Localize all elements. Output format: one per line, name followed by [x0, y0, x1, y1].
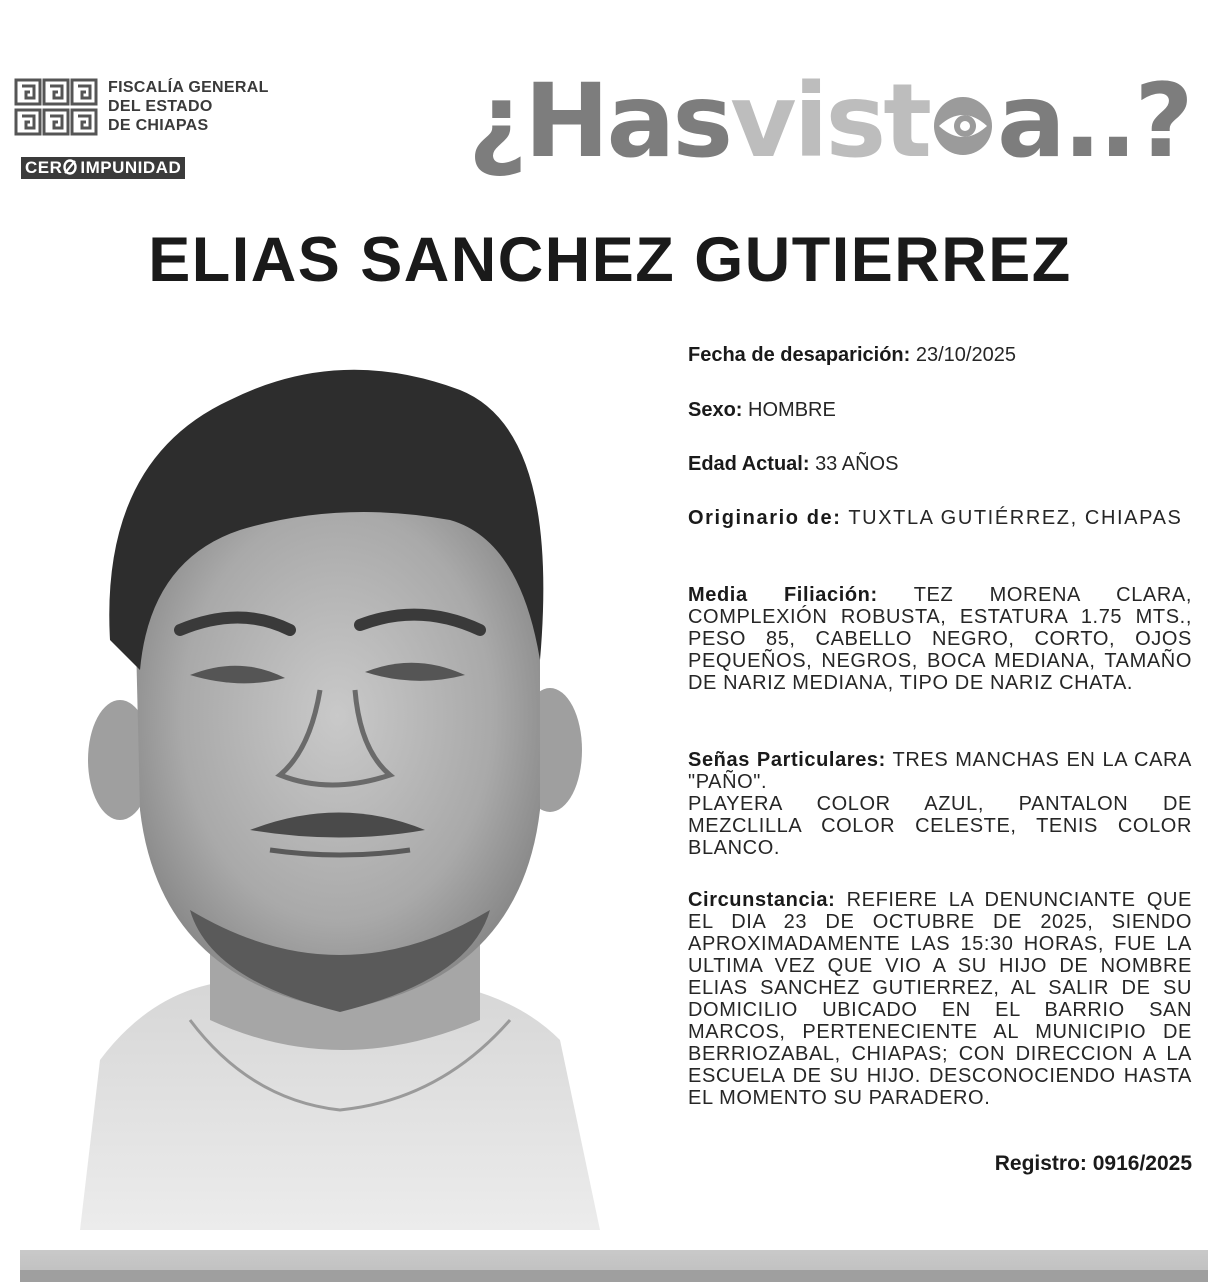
eye-icon [929, 86, 997, 158]
senas-label: Señas Particulares: [688, 749, 886, 771]
org-line-3: DE CHIAPAS [108, 117, 209, 134]
origen-label: Originario de: [688, 507, 842, 529]
fecha-value: 23/10/2025 [915, 344, 1016, 366]
badge-cer: CER [25, 158, 63, 177]
fiscalia-logo [14, 76, 284, 186]
senas-extra: PLAYERA COLOR AZUL, PANTALON DE MEZCLILLA COLOR CELESTE, TENIS COLOR BLANCO. [688, 793, 1192, 859]
senas-value: TRES MANCHAS EN LA CARA "PAÑO". [688, 749, 1192, 793]
origen-value: TUXTLA GUTIÉRREZ, CHIAPAS [848, 507, 1183, 529]
slogan-mid: vist [730, 62, 930, 181]
footer-bar [20, 1250, 1208, 1282]
fecha-label: Fecha de desaparición: [688, 344, 911, 366]
org-line-1: FISCALÍA GENERAL [108, 79, 269, 96]
registro-number: Registro: 0916/2025 [994, 1152, 1192, 1175]
badge-impunidad: IMPUNIDAD [80, 158, 182, 177]
field-media-filiacion [688, 584, 1192, 694]
footer-strip [20, 1270, 1208, 1282]
slogan [468, 62, 1191, 182]
org-name [108, 78, 269, 135]
org-line-2: DEL ESTADO [108, 98, 213, 115]
sexo-label: Sexo: [688, 399, 743, 421]
zero-slash-icon [62, 159, 78, 175]
person-name: ELIAS SANCHEZ GUTIERREZ [148, 225, 1072, 295]
circ-value: REFIERE LA DENUNCIANTE QUE EL DIA 23 DE OCTUBRE DE 2025, SIENDO APROXIMADAMENTE LAS 15:30 HORAS, FUE LA ULTIMA VEZ QUE VIO A SU HIJO DE NOMBRE ELIAS SANCHEZ GUTIERREZ, AL SALIR DE SU DOMICILIO UBICADO EN EL BARRIO SAN MARCOS, PERTENECIENTE AL MUNICIPIO DE BERRIOZABAL, CHIAPAS; CON DIRECCION A LA ESCUELA DE SU HIJO. DESCONOCIENDO HASTA EL MOMENTO SU PARADERO. [688, 889, 1192, 1109]
fiscalia-emblem-icon [14, 78, 98, 136]
field-origen [688, 507, 1192, 529]
media-value: TEZ MORENA CLARA, COMPLEXIÓN ROBUSTA, ESTATURA 1.75 MTS., PESO 85, CABELLO NEGRO, CORTO, OJOS PEQUEÑOS, NEGROS, BOCA MEDIANA, TAMAÑO DE NARIZ MEDIANA, TIPO DE NARIZ CHATA. [688, 584, 1192, 694]
cero-impunidad-badge [21, 157, 185, 179]
slogan-prefix: ¿Has [468, 62, 731, 181]
field-edad [688, 453, 1192, 475]
field-sexo [688, 399, 1192, 421]
circ-label: Circunstancia: [688, 889, 836, 911]
sexo-value: HOMBRE [748, 399, 836, 421]
field-senas [688, 749, 1192, 859]
edad-value: 33 AÑOS [815, 453, 899, 475]
field-fecha [688, 344, 1192, 366]
slogan-suffix: a..? [997, 62, 1191, 181]
person-photo [40, 340, 630, 1230]
field-circunstancia [688, 889, 1192, 1109]
edad-label: Edad Actual: [688, 453, 810, 475]
media-label: Media Filiación: [688, 584, 878, 606]
